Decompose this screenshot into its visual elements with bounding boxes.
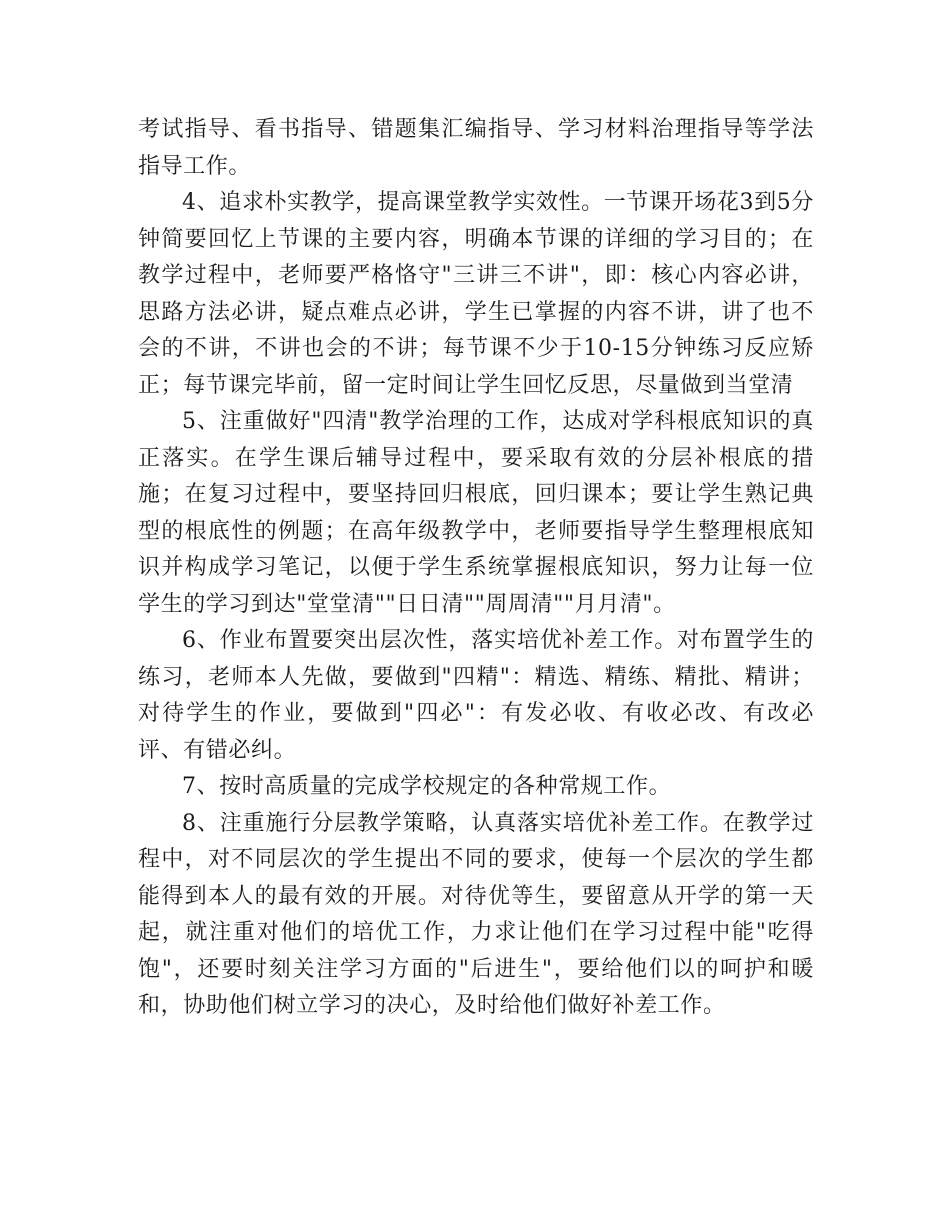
paragraph-continuation: 考试指导、看书指导、错题集汇编指导、学习材料治理指导等学法指导工作。 — [138, 117, 814, 179]
paragraph-item-4: 4、追求朴实教学，提高课堂教学实效性。一节课开场花3到5分钟简要回忆上节课的主要内容，明确本节课的详细的学习目的；在教学过程中，老师要严格恪守"三讲三不讲"，即：核心内容必讲，思路方法必讲，疑点难点必讲，学生已掌握的内容不讲，讲了也不会的不讲，不讲也会的不讲；每节课不少于10-15分钟练习反应矫正；每节课完毕前，留一定时间让学生回忆反思，尽量做到当堂清 — [138, 190, 814, 398]
paragraph-item-6: 6、作业布置要突出层次性，落实培优补差工作。对布置学生的练习，老师本人先做，要做到"四精"：精选、精练、精批、精讲；对待学生的作业，要做到"四必"：有发必收、有收必改、有改必评、有错必纠。 — [138, 628, 814, 763]
document-body — [138, 112, 814, 1025]
paragraph-item-7: 7、按时高质量的完成学校规定的各种常规工作。 — [182, 774, 672, 799]
paragraph-item-8: 8、注重施行分层教学策略，认真落实培优补差工作。在教学过程中，对不同层次的学生提出不同的要求，使每一个层次的学生都能得到本人的最有效的开展。对待优等生，要留意从开学的第一天起，就注重对他们的培优工作，力求让他们在学习过程中能"吃得饱"，还要时刻关注学习方面的"后进生"，要给他们以的呵护和暖和，协助他们树立学习的决心，及时给他们做好补差工作。 — [138, 810, 814, 1018]
paragraph-item-5: 5、注重做好"四清"教学治理的工作，达成对学科根底知识的真正落实。在学生课后辅导过程中，要采取有效的分层补根底的措施；在复习过程中，要坚持回归根底，回归课本；要让学生熟记典型的根底性的例题；在高年级教学中，老师要指导学生整理根底知识并构成学习笔记，以便于学生系统掌握根底知识，努力让每一位学生的学习到达"堂堂清""日日清""周周清""月月清"。 — [138, 409, 814, 617]
